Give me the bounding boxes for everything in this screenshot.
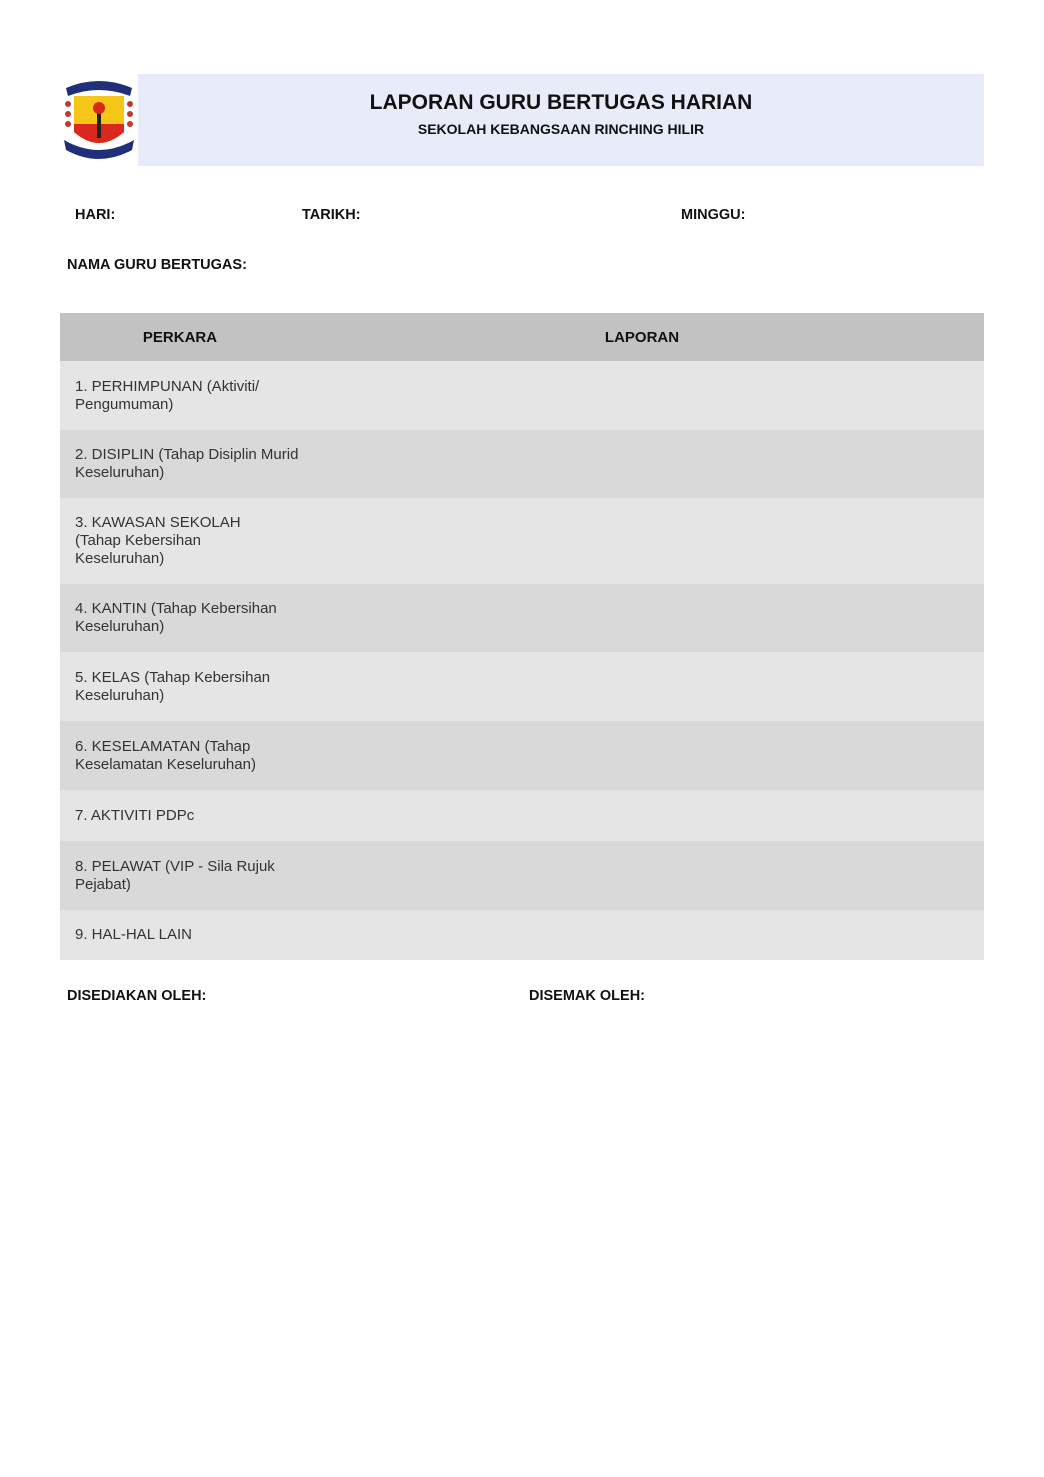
table-row	[60, 910, 984, 960]
report-table	[60, 313, 984, 960]
school-logo	[60, 74, 138, 168]
table-row	[60, 361, 984, 430]
table-row	[60, 721, 984, 790]
school-name: SEKOLAH KEBANGSAAN RINCHING HILIR	[417, 121, 705, 137]
laporan-cell[interactable]	[300, 430, 984, 498]
disemak-oleh-label: DISEMAK OLEH:	[529, 988, 645, 1004]
disediakan-oleh-label: DISEDIAKAN OLEH:	[67, 988, 207, 1004]
perkara-cell: 9. HAL-HAL LAIN	[75, 926, 192, 943]
tarikh-label: TARIKH:	[302, 207, 361, 223]
laporan-cell[interactable]	[300, 910, 984, 960]
column-header-laporan: LAPORAN	[300, 313, 984, 361]
table-row	[60, 498, 984, 584]
laporan-cell[interactable]	[300, 841, 984, 910]
perkara-cell: 3. KAWASAN SEKOLAH (Tahap Kebersihan Keseluruhan)	[75, 514, 241, 567]
laporan-cell[interactable]	[300, 361, 984, 430]
laporan-cell[interactable]	[300, 584, 984, 652]
table-row	[60, 584, 984, 652]
perkara-cell: 5. KELAS (Tahap Kebersihan Keseluruhan)	[75, 668, 271, 704]
perkara-cell: 8. PELAWAT (VIP - Sila Rujuk Pejabat)	[75, 857, 275, 893]
header-banner	[138, 74, 984, 166]
perkara-cell: 2. DISIPLIN (Tahap Disiplin Murid Keseluruhan)	[75, 446, 299, 481]
laporan-cell[interactable]	[300, 498, 984, 584]
perkara-cell: 7. AKTIVITI PDPc	[75, 806, 195, 824]
report-title: LAPORAN GURU BERTUGAS HARIAN	[369, 91, 753, 114]
perkara-cell: 6. KESELAMATAN (Tahap Keselamatan Keseluruhan)	[75, 737, 256, 773]
perkara-cell: 1. PERHIMPUNAN (Aktiviti/ Pengumuman)	[75, 377, 260, 413]
hari-label: HARI:	[75, 207, 116, 223]
table-row	[60, 652, 984, 721]
table-row	[60, 841, 984, 910]
laporan-cell[interactable]	[300, 652, 984, 721]
minggu-label: MINGGU:	[681, 207, 746, 223]
laporan-cell[interactable]	[300, 790, 984, 841]
laporan-cell[interactable]	[300, 721, 984, 790]
table-row	[60, 790, 984, 841]
nama-guru-label: NAMA GURU BERTUGAS:	[67, 257, 247, 273]
column-header-perkara: PERKARA	[60, 313, 300, 361]
table-row	[60, 430, 984, 498]
perkara-cell: 4. KANTIN (Tahap Kebersihan Keseluruhan)	[75, 600, 277, 635]
